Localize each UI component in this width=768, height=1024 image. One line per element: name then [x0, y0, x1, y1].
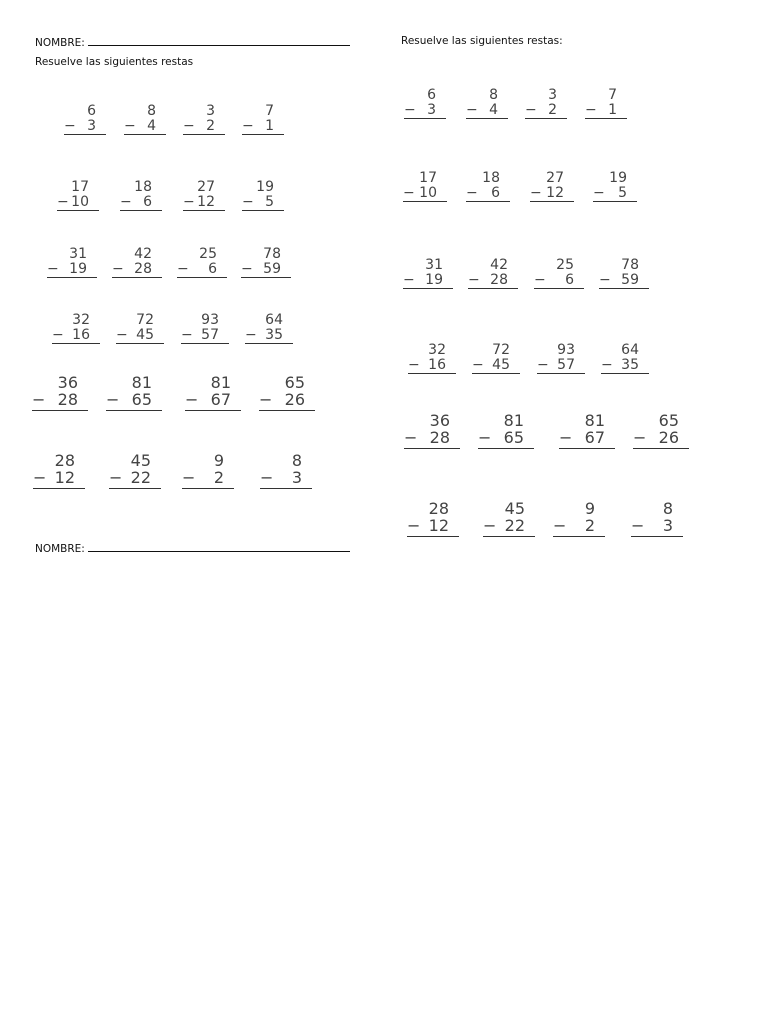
- subtrahend-row: [537, 358, 585, 375]
- minus-sign: −: [32, 389, 46, 409]
- subtrahend-row: [260, 467, 312, 489]
- subtrahend-row: [124, 119, 166, 136]
- subtrahend: 12: [197, 193, 215, 210]
- subtrahend: 22: [504, 515, 525, 535]
- subtrahend: 10: [419, 184, 437, 201]
- minus-sign: −: [407, 515, 421, 535]
- minuend: 31: [425, 257, 443, 273]
- minus-sign: −: [403, 271, 415, 288]
- problem-right-4-4: [601, 343, 649, 374]
- minus-sign: −: [52, 326, 64, 343]
- subtrahend: 28: [134, 260, 152, 277]
- minus-sign: −: [260, 467, 274, 487]
- problem-right-3-1: [403, 258, 453, 289]
- subtrahend: 6: [491, 184, 500, 201]
- minuend: 81: [210, 373, 231, 392]
- subtrahend-row: [530, 186, 574, 203]
- problem-left-2-2: [120, 180, 162, 211]
- minuend: 27: [197, 179, 215, 195]
- subtrahend-row: [116, 328, 164, 345]
- minus-sign: −: [259, 389, 273, 409]
- subtrahend: 22: [130, 467, 151, 487]
- problem-left-1-1: [64, 104, 106, 135]
- minuend: 81: [584, 411, 605, 430]
- problem-right-3-3: [534, 258, 584, 289]
- minuend: 6: [87, 103, 96, 119]
- problem-right-4-2: [472, 343, 520, 374]
- subtrahend: 5: [618, 184, 627, 201]
- minuend: 31: [69, 246, 87, 262]
- problem-right-2-1: [403, 171, 447, 202]
- subtrahend-row: [241, 262, 291, 279]
- subtrahend-row: [404, 427, 460, 449]
- subtrahend-row: [553, 515, 605, 537]
- name-label: NOMBRE:: [35, 37, 85, 49]
- problem-left-5-3: [185, 375, 241, 411]
- minuend: 32: [428, 342, 446, 358]
- minuend: 64: [621, 342, 639, 358]
- minus-sign: −: [553, 515, 567, 535]
- subtrahend-row: [403, 186, 447, 203]
- subtrahend: 3: [427, 101, 436, 118]
- subtrahend-row: [181, 328, 229, 345]
- minus-sign: −: [112, 260, 124, 277]
- subtrahend-row: [407, 515, 459, 537]
- minuend: 81: [503, 411, 524, 430]
- minus-sign: −: [478, 427, 492, 447]
- subtrahend: 4: [489, 101, 498, 118]
- problem-right-1-4: [585, 88, 627, 119]
- minus-sign: −: [468, 271, 480, 288]
- subtrahend: 2: [206, 117, 215, 134]
- minus-sign: −: [585, 101, 597, 118]
- minuend: 27: [546, 170, 564, 186]
- subtrahend-row: [109, 467, 161, 489]
- problem-right-4-3: [537, 343, 585, 374]
- problem-right-3-4: [599, 258, 649, 289]
- instruction-right: Resuelve las siguientes restas:: [401, 35, 563, 47]
- subtrahend: 12: [428, 515, 449, 535]
- problem-right-5-2: [478, 413, 534, 449]
- minuend: 8: [291, 451, 302, 470]
- minuend: 45: [504, 499, 525, 518]
- minus-sign: −: [245, 326, 257, 343]
- minus-sign: −: [116, 326, 128, 343]
- minus-sign: −: [631, 515, 645, 535]
- subtrahend: 1: [608, 101, 617, 118]
- minuend: 78: [621, 257, 639, 273]
- minus-sign: −: [183, 117, 195, 134]
- name-field-bottom[interactable]: [35, 541, 350, 555]
- problem-left-6-2: [109, 453, 161, 489]
- subtrahend: 45: [136, 326, 154, 343]
- problem-right-1-1: [404, 88, 446, 119]
- subtrahend-row: [633, 427, 689, 449]
- problem-right-6-1: [407, 501, 459, 537]
- minuend: 65: [658, 411, 679, 430]
- subtrahend: 1: [265, 117, 274, 134]
- minus-sign: −: [530, 184, 542, 201]
- minuend: 81: [131, 373, 152, 392]
- minuend: 19: [256, 179, 274, 195]
- minuend: 42: [490, 257, 508, 273]
- subtrahend: 65: [503, 427, 524, 447]
- minuend: 25: [556, 257, 574, 273]
- minus-sign: −: [57, 193, 69, 210]
- minuend: 93: [557, 342, 575, 358]
- subtrahend-row: [601, 358, 649, 375]
- minuend: 42: [134, 246, 152, 262]
- name-field-top[interactable]: [35, 35, 350, 49]
- minus-sign: −: [633, 427, 647, 447]
- subtrahend: 6: [565, 271, 574, 288]
- subtrahend: 12: [54, 467, 75, 487]
- minus-sign: −: [483, 515, 497, 535]
- minus-sign: −: [408, 356, 420, 373]
- problem-left-2-1: [57, 180, 99, 211]
- minus-sign: −: [241, 260, 253, 277]
- subtrahend-row: [120, 195, 162, 212]
- instruction-left: Resuelve las siguientes restas: [35, 56, 194, 68]
- minus-sign: −: [537, 356, 549, 373]
- minus-sign: −: [182, 467, 196, 487]
- subtrahend-row: [593, 186, 637, 203]
- problem-left-5-1: [32, 375, 88, 411]
- subtrahend-row: [182, 467, 234, 489]
- minus-sign: −: [183, 193, 195, 210]
- minus-sign: −: [593, 184, 605, 201]
- subtrahend-row: [631, 515, 683, 537]
- subtrahend: 59: [263, 260, 281, 277]
- minuend: 9: [584, 499, 595, 518]
- subtrahend: 26: [658, 427, 679, 447]
- subtrahend-row: [466, 186, 510, 203]
- minuend: 78: [263, 246, 281, 262]
- minuend: 93: [201, 312, 219, 328]
- subtrahend-row: [559, 427, 615, 449]
- minuend: 17: [419, 170, 437, 186]
- problem-right-5-4: [633, 413, 689, 449]
- minuend: 3: [548, 87, 557, 103]
- minus-sign: −: [404, 427, 418, 447]
- subtrahend-row: [468, 273, 518, 290]
- minuend: 9: [213, 451, 224, 470]
- subtrahend-row: [183, 119, 225, 136]
- problem-right-4-1: [408, 343, 456, 374]
- subtrahend: 10: [71, 193, 89, 210]
- problem-right-6-2: [483, 501, 535, 537]
- minus-sign: −: [466, 184, 478, 201]
- minuend: 7: [265, 103, 274, 119]
- problem-right-5-3: [559, 413, 615, 449]
- problem-left-1-3: [183, 104, 225, 135]
- minuend: 45: [130, 451, 151, 470]
- subtrahend: 2: [548, 101, 557, 118]
- subtrahend: 2: [584, 515, 595, 535]
- subtrahend: 3: [87, 117, 96, 134]
- name-label: NOMBRE:: [35, 543, 85, 555]
- subtrahend: 26: [284, 389, 305, 409]
- minuend: 65: [284, 373, 305, 392]
- minus-sign: −: [109, 467, 123, 487]
- problem-right-2-3: [530, 171, 574, 202]
- subtrahend-row: [483, 515, 535, 537]
- minus-sign: −: [466, 101, 478, 118]
- subtrahend: 59: [621, 271, 639, 288]
- minuend: 36: [57, 373, 78, 392]
- problem-right-6-3: [553, 501, 605, 537]
- minuend: 36: [429, 411, 450, 430]
- subtrahend-row: [177, 262, 227, 279]
- subtrahend-row: [57, 195, 99, 212]
- subtrahend-row: [64, 119, 106, 136]
- subtrahend: 35: [621, 356, 639, 373]
- subtrahend: 35: [265, 326, 283, 343]
- minus-sign: −: [181, 326, 193, 343]
- minuend: 7: [608, 87, 617, 103]
- subtrahend-row: [33, 467, 85, 489]
- minus-sign: −: [534, 271, 546, 288]
- subtrahend-row: [47, 262, 97, 279]
- subtrahend: 6: [143, 193, 152, 210]
- subtrahend-row: [242, 195, 284, 212]
- subtrahend-row: [534, 273, 584, 290]
- subtrahend: 4: [147, 117, 156, 134]
- problem-right-6-4: [631, 501, 683, 537]
- minus-sign: −: [33, 467, 47, 487]
- problem-left-3-4: [241, 247, 291, 278]
- subtrahend-row: [478, 427, 534, 449]
- problem-left-1-4: [242, 104, 284, 135]
- subtrahend: 16: [428, 356, 446, 373]
- subtrahend: 28: [490, 271, 508, 288]
- minuend: 6: [427, 87, 436, 103]
- subtrahend-row: [183, 195, 225, 212]
- minuend: 72: [492, 342, 510, 358]
- subtrahend-row: [185, 389, 241, 411]
- minuend: 8: [662, 499, 673, 518]
- problem-left-3-3: [177, 247, 227, 278]
- minuend: 3: [206, 103, 215, 119]
- problem-left-2-4: [242, 180, 284, 211]
- subtrahend-row: [472, 358, 520, 375]
- minus-sign: −: [599, 271, 611, 288]
- subtrahend: 12: [546, 184, 564, 201]
- minuend: 32: [72, 312, 90, 328]
- subtrahend: 16: [72, 326, 90, 343]
- subtrahend-row: [52, 328, 100, 345]
- subtrahend-row: [408, 358, 456, 375]
- subtrahend-row: [106, 389, 162, 411]
- problem-left-1-2: [124, 104, 166, 135]
- name-line[interactable]: [88, 541, 350, 552]
- subtrahend: 67: [584, 427, 605, 447]
- problem-left-6-3: [182, 453, 234, 489]
- subtrahend: 45: [492, 356, 510, 373]
- subtrahend-row: [112, 262, 162, 279]
- subtrahend: 6: [208, 260, 217, 277]
- minus-sign: −: [525, 101, 537, 118]
- problem-right-5-1: [404, 413, 460, 449]
- problem-right-2-4: [593, 171, 637, 202]
- minus-sign: −: [64, 117, 76, 134]
- minus-sign: −: [404, 101, 416, 118]
- minus-sign: −: [559, 427, 573, 447]
- subtrahend-row: [259, 389, 315, 411]
- minus-sign: −: [601, 356, 613, 373]
- problem-right-2-2: [466, 171, 510, 202]
- minuend: 28: [54, 451, 75, 470]
- problem-left-4-2: [116, 313, 164, 344]
- subtrahend: 57: [201, 326, 219, 343]
- subtrahend: 3: [662, 515, 673, 535]
- problem-left-2-3: [183, 180, 225, 211]
- problem-right-1-3: [525, 88, 567, 119]
- subtrahend: 3: [291, 467, 302, 487]
- subtrahend-row: [585, 103, 627, 120]
- subtrahend-row: [242, 119, 284, 136]
- subtrahend: 67: [210, 389, 231, 409]
- problem-left-4-3: [181, 313, 229, 344]
- problem-left-3-2: [112, 247, 162, 278]
- subtrahend-row: [32, 389, 88, 411]
- subtrahend-row: [404, 103, 446, 120]
- minus-sign: −: [472, 356, 484, 373]
- subtrahend-row: [599, 273, 649, 290]
- minus-sign: −: [242, 117, 254, 134]
- minus-sign: −: [106, 389, 120, 409]
- minuend: 8: [489, 87, 498, 103]
- minus-sign: −: [177, 260, 189, 277]
- minuend: 28: [428, 499, 449, 518]
- minus-sign: −: [185, 389, 199, 409]
- problem-left-6-4: [260, 453, 312, 489]
- minus-sign: −: [124, 117, 136, 134]
- minus-sign: −: [47, 260, 59, 277]
- subtrahend-row: [245, 328, 293, 345]
- minuend: 64: [265, 312, 283, 328]
- problem-right-3-2: [468, 258, 518, 289]
- minuend: 18: [134, 179, 152, 195]
- subtrahend: 19: [425, 271, 443, 288]
- problem-left-3-1: [47, 247, 97, 278]
- problem-left-6-1: [33, 453, 85, 489]
- problem-left-5-4: [259, 375, 315, 411]
- problem-right-1-2: [466, 88, 508, 119]
- subtrahend: 65: [131, 389, 152, 409]
- minus-sign: −: [120, 193, 132, 210]
- minuend: 19: [609, 170, 627, 186]
- minus-sign: −: [242, 193, 254, 210]
- subtrahend: 57: [557, 356, 575, 373]
- subtrahend: 2: [213, 467, 224, 487]
- subtrahend: 19: [69, 260, 87, 277]
- subtrahend: 28: [429, 427, 450, 447]
- minuend: 18: [482, 170, 500, 186]
- problem-left-4-1: [52, 313, 100, 344]
- subtrahend: 5: [265, 193, 274, 210]
- minus-sign: −: [403, 184, 415, 201]
- subtrahend-row: [466, 103, 508, 120]
- problem-left-4-4: [245, 313, 293, 344]
- minuend: 25: [199, 246, 217, 262]
- minuend: 17: [71, 179, 89, 195]
- minuend: 8: [147, 103, 156, 119]
- minuend: 72: [136, 312, 154, 328]
- name-line[interactable]: [88, 35, 350, 46]
- subtrahend: 28: [57, 389, 78, 409]
- subtrahend-row: [525, 103, 567, 120]
- subtrahend-row: [403, 273, 453, 290]
- problem-left-5-2: [106, 375, 162, 411]
